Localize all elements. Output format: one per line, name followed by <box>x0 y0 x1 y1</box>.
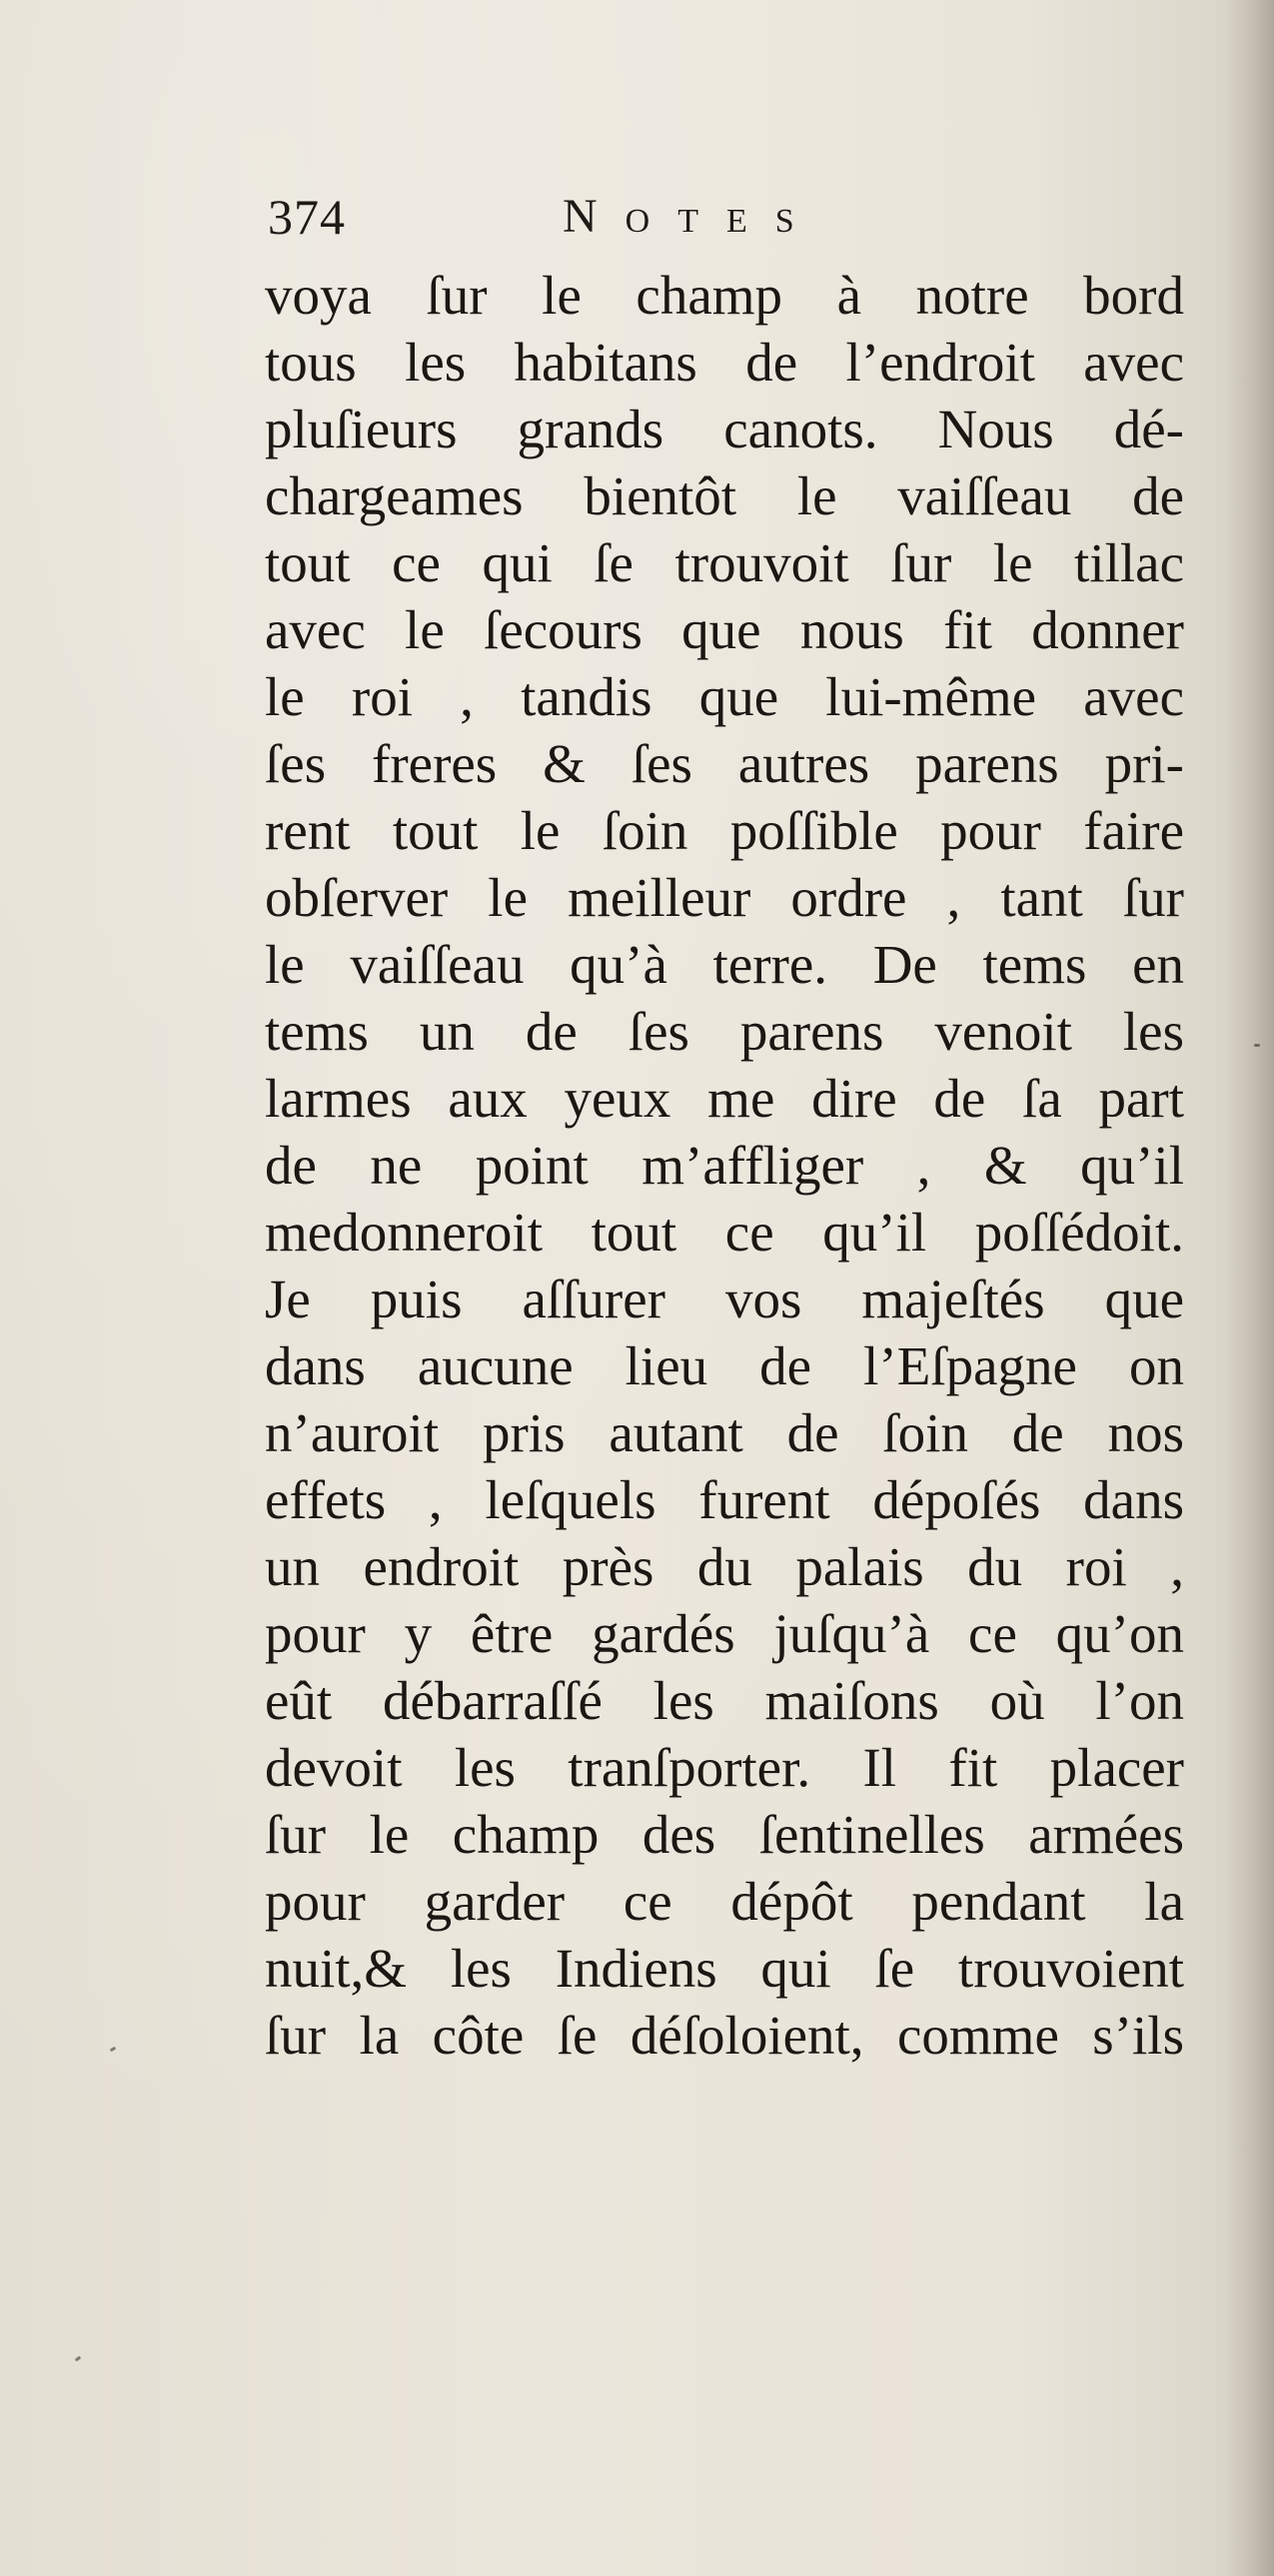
text-line: medonneroit tout ce qu’il poſſédoit. <box>265 1202 1184 1263</box>
text-line: de ne point m’affliger , & qu’il <box>265 1135 1184 1196</box>
text-line: pour y être gardés juſqu’à ce qu’on <box>265 1603 1184 1664</box>
text-line: avec le ſecours que nous fit donner <box>265 599 1184 660</box>
text-line: voya ſur le champ à notre bord <box>265 265 1184 326</box>
text-line: chargeames bientôt le vaiſſeau de <box>265 465 1184 526</box>
page-header <box>268 182 1207 252</box>
text-line: un endroit près du palais du roi , <box>265 1536 1184 1597</box>
text-line: le vaiſſeau qu’à terre. De tems en <box>265 934 1184 995</box>
text-line: pour garder ce dépôt pendant la <box>265 1871 1184 1932</box>
page-edge-shadow <box>1226 0 1274 2576</box>
text-line: Je puis aſſurer vos majeſtés que <box>265 1269 1184 1329</box>
running-head: Notes <box>563 190 822 243</box>
text-line: dans aucune lieu de l’Eſpagne on <box>265 1335 1184 1396</box>
text-line: tout ce qui ſe trouvoit ſur le tillac <box>265 532 1184 593</box>
text-line: tems un de ſes parens venoit les <box>265 1001 1184 1062</box>
page-number: 374 <box>268 189 346 245</box>
text-line: pluſieurs grands canots. Nous dé- <box>265 399 1184 459</box>
text-line: effets , leſquels furent dépoſés dans <box>265 1469 1184 1530</box>
body-text <box>265 262 1184 2069</box>
text-line: le roi , tandis que lui-même avec <box>265 666 1184 727</box>
text-line: ſur le champ des ſentinelles armées <box>265 1804 1184 1865</box>
ink-speck <box>1254 1044 1260 1047</box>
text-line: devoit les tranſporter. Il fit placer <box>265 1737 1184 1798</box>
text-line: ſur la côte ſe déſoloient, comme s’ils <box>265 2005 1184 2066</box>
ink-speck <box>75 2356 82 2362</box>
text-line: eût débarraſſé les maiſons où l’on <box>265 1670 1184 1731</box>
text-line: rent tout le ſoin poſſible pour faire <box>265 800 1184 861</box>
text-line: tous les habitans de l’endroit avec <box>265 332 1184 393</box>
text-line: obſerver le meilleur ordre , tant ſur <box>265 867 1184 928</box>
ink-speck <box>110 2047 117 2053</box>
text-line: ſes freres & ſes autres parens pri- <box>265 733 1184 794</box>
text-line: n’auroit pris autant de ſoin de nos <box>265 1402 1184 1463</box>
text-line: nuit,& les Indiens qui ſe trouvoient <box>265 1938 1184 1999</box>
text-line: larmes aux yeux me dire de ſa part <box>265 1068 1184 1129</box>
